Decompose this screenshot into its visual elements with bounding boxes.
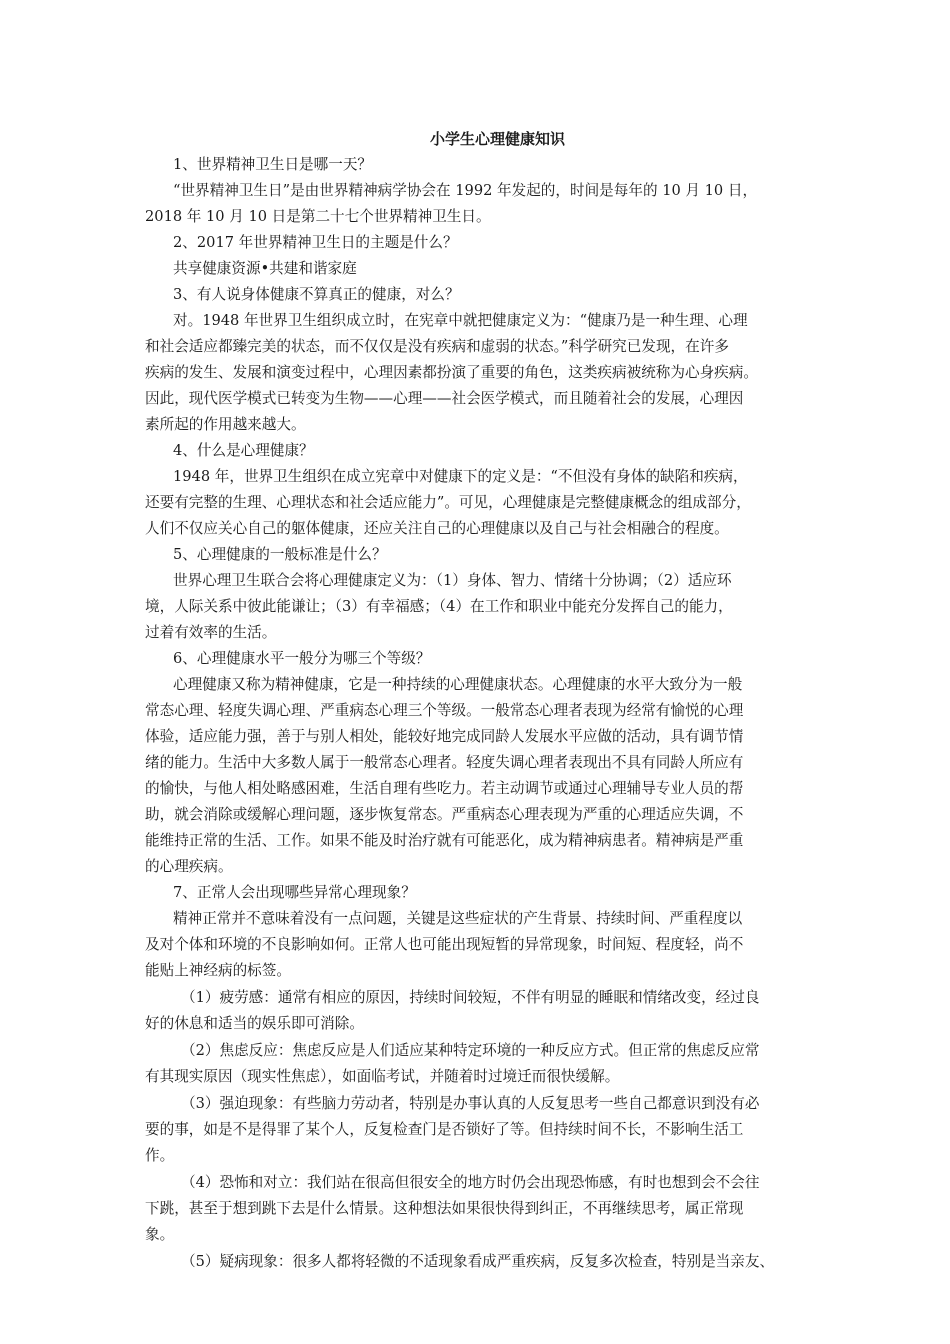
text-line: 对。1948 年世界卫生组织成立时，在宪章中就把健康定义为：“健康乃是一种生理、心理: [173, 312, 748, 329]
text-line: 有其现实原因（现实性焦虑），如面临考试，并随着时过境迁而很快缓解。: [145, 1068, 620, 1085]
document-body: [145, 152, 810, 1275]
text-line: （5）疑病现象：很多人都将轻微的不适现象看成严重疾病，反复多次检查，特别是当亲友、: [181, 1253, 775, 1270]
text-line: 绪的能力。生活中大多数人属于一般常态心理者。轻度失调心理者表现出不具有同龄人所应有: [145, 754, 744, 771]
text-line: 象。: [145, 1226, 175, 1243]
document-page: [145, 126, 810, 1275]
text-line: 和社会适应都臻完美的状态，而不仅仅是没有疾病和虚弱的状态。”科学研究已发现，在许多: [145, 338, 729, 355]
sub-item-paragraph: [145, 1170, 810, 1248]
text-line: 过着有效率的生活。: [145, 624, 277, 641]
text-line: 常态心理、轻度失调心理、严重病态心理三个等级。一般常态心理者表现为经常有愉悦的心理: [145, 702, 744, 719]
text-line: 助，就会消除或缓解心理问题，逐步恢复常态。严重病态心理表现为严重的心理适应失调，不: [145, 806, 744, 823]
text-line: 心理健康又称为精神健康，它是一种持续的心理健康状态。心理健康的水平大致分为一般: [173, 676, 743, 693]
text-line: 能维持正常的生活、工作。如果不能及时治疗就有可能恶化，成为精神病患者。精神病是严重: [145, 832, 744, 849]
question-heading: 6、心理健康水平一般分为哪三个等级？: [173, 650, 431, 667]
sub-item-paragraph: [145, 1249, 810, 1275]
answer-paragraph: [145, 464, 810, 542]
text-line: 作。: [145, 1147, 175, 1164]
text-line: 要的事，如是不是得罪了某个人，反复检查门是否锁好了等。但持续时间不长，不影响生活工: [145, 1121, 744, 1138]
question-heading: 7、正常人会出现哪些异常心理现象？: [173, 884, 416, 901]
sub-item-paragraph: [145, 1091, 810, 1169]
text-line: 因此，现代医学模式已转变为生物——心理——社会医学模式，而且随着社会的发展，心理因: [145, 390, 744, 407]
text-line: 人们不仅应关心自己的躯体健康，还应关注自己的心理健康以及自己与社会相融合的程度。: [145, 520, 729, 537]
text-line: 的心理疾病。: [145, 858, 233, 875]
text-line: 下跳，甚至于想到跳下去是什么情景。这种想法如果很快得到纠正，不再继续思考，属正常现: [145, 1200, 744, 1217]
text-line: 体验，适应能力强，善于与别人相处，能较好地完成同龄人发展水平应做的活动，具有调节情: [145, 728, 744, 745]
text-line: “世界精神卫生日”是由世界精神病学协会在 1992 年发起的，时间是每年的 10 月 10 日，: [173, 182, 758, 199]
text-line: 疾病的发生、发展和演变过程中，心理因素都扮演了重要的角色，这类疾病被统称为心身疾病。: [145, 364, 758, 381]
answer-paragraph: [145, 308, 810, 438]
answer-paragraph: [145, 178, 810, 230]
text-line: 1948 年，世界卫生组织在成立宪章中对健康下的定义是：“不但没有身体的缺陷和疾病，: [173, 468, 748, 485]
text-line: 还要有完整的生理、心理状态和社会适应能力”。可见，心理健康是完整健康概念的组成部分，: [145, 494, 751, 511]
text-line: （4）恐怖和对立：我们站在很高但很安全的地方时仍会出现恐怖感，有时也想到会不会往: [181, 1174, 760, 1191]
text-line: （3）强迫现象：有些脑力劳动者，特别是办事认真的人反复思考一些自己都意识到没有必: [181, 1095, 760, 1112]
answer-paragraph: [145, 906, 810, 984]
text-line: 及对个体和环境的不良影响如何。正常人也可能出现短暂的异常现象，时间短、程度轻，尚不: [145, 936, 744, 953]
text-line: 2018 年 10 月 10 日是第二十七个世界精神卫生日。: [145, 208, 491, 225]
sub-item-paragraph: [145, 985, 810, 1037]
text-line: 的愉快，与他人相处略感困难，生活自理有些吃力。若主动调节或通过心理辅导专业人员的帮: [145, 780, 744, 797]
sub-item-paragraph: [145, 1038, 810, 1090]
answer-paragraph: [145, 672, 810, 880]
text-line: 精神正常并不意味着没有一点问题，关键是这些症状的产生背景、持续时间、严重程度以: [173, 910, 743, 927]
text-line: 能贴上神经病的标签。: [145, 962, 291, 979]
question-heading: 4、什么是心理健康？: [173, 442, 314, 459]
document-title: 小学生心理健康知识: [429, 130, 565, 148]
answer-paragraph: [145, 568, 810, 646]
question-heading: 2、2017 年世界精神卫生日的主题是什么？: [173, 234, 458, 251]
text-line: （2）焦虑反应：焦虑反应是人们适应某种特定环境的一种反应方式。但正常的焦虑反应常: [181, 1042, 760, 1059]
text-line: 境，人际关系中彼此能谦让；（3）有幸福感；（4）在工作和职业中能充分发挥自己的能力，: [145, 598, 733, 615]
text-line: （1）疲劳感：通常有相应的原因，持续时间较短，不伴有明显的睡眠和情绪改变，经过良: [181, 989, 760, 1006]
text-line: 世界心理卫生联合会将心理健康定义为：（1）身体、智力、情绪十分协调；（2）适应环: [173, 572, 732, 589]
question-heading: 1、世界精神卫生日是哪一天？: [173, 156, 373, 173]
text-line: 素所起的作用越来越大。: [145, 416, 306, 433]
question-heading: 5、心理健康的一般标准是什么？: [173, 546, 387, 563]
question-heading: 3、有人说身体健康不算真正的健康，对么？: [173, 286, 460, 303]
text-line: 好的休息和适当的娱乐即可消除。: [145, 1015, 364, 1032]
question-heading: 共享健康资源•共建和谐家庭: [173, 260, 357, 277]
